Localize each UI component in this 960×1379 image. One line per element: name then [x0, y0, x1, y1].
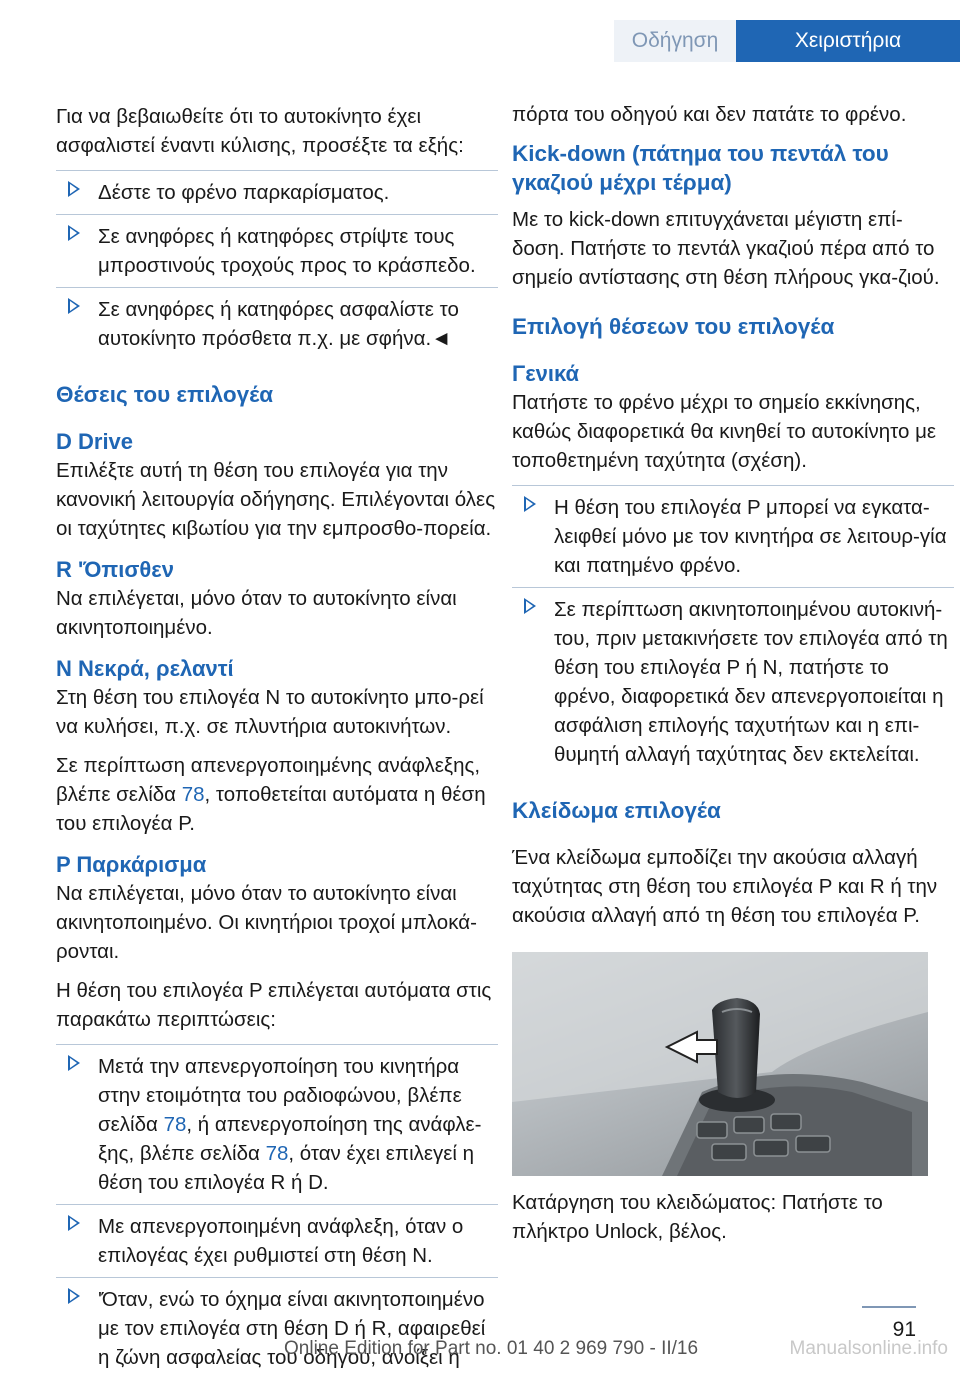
footer-divider [862, 1306, 916, 1308]
intro-text: Για να βεβαιωθείτε ότι το αυτοκίνητο έχει ασφαλιστεί έναντι κύλισης, προσέξτε τα εξής: [56, 105, 464, 157]
park-text-2: Η θέση του επιλογέα P επιλέγεται αυτόματα στις παρακάτω περιπτώσεις: [56, 979, 492, 1031]
list-item: Σε ανηφόρες ή κατηφόρες ασφαλίστε το αυτοκίνητο πρόσθετα π.χ. με σφήνα.◄ [56, 288, 498, 360]
bullet-arrow-icon [68, 1288, 80, 1304]
list-item: Σε περίπτωση ακινητοποιημένου αυτοκινή-του, πριν μετακινήσετε τον επιλογέα από τη θέση του επιλογέα P ή N, πατήστε το φρένο, διαφορετικά δεν απενεργοποιείται η ασφάλιση επιλογής ταχυτήτων και η επι-θυμητή αλλαγή ταχύτητας δεν εκτελείται. [512, 588, 954, 776]
list-item: Μετά την απενεργοποίηση του κινητήρα στην ετοιμότητα του ραδιοφώνου, βλέπε σελίδα 78, ή απενεργοποίηση της ανάφλε-ξης, βλέπε σελίδα 78, όταν έχει επιλεγεί η θέση του επιλογέα R ή D. [56, 1044, 498, 1205]
general-text: Πατήστε το φρένο μέχρι το σημείο εκκίνησης, καθώς διαφορετικά θα κινηθεί το αυτοκίνητο με τοποθετημένη ταχύτητα (σχέση). [512, 391, 937, 472]
heading-drive: D Drive [56, 429, 134, 454]
park-bullet-list [56, 1044, 498, 1379]
watermark: Manualsonline.info [789, 1338, 948, 1359]
neutral-text-2: Σε περίπτωση απενεργοποιημένης ανάφλεξης, βλέπε σελίδα 78, τοποθετείται αυτόματα η θέση του επιλογέα P. [56, 754, 486, 835]
continuation-text: πόρτα του οδηγού και δεν πατάτε το φρένο. [512, 103, 907, 126]
section-heading-lock: Κλείδωμα επιλογέα [512, 798, 721, 823]
list-item: 'Όταν, ενώ το όχημα είναι ακινητοποιημένο με τον επιλογέα στη θέση D ή R, αφαιρεθεί η ζώνη ασφαλείας του οδηγού, ανοίξει η [56, 1278, 498, 1379]
tab-controls[interactable]: Χειριστήρια [736, 20, 960, 62]
edition-text: Online Edition for Part no. 01 40 2 969 790 - II/16 [284, 1338, 699, 1359]
bullet-arrow-icon [68, 181, 80, 197]
section-heading-kickdown: Kick-down (πάτημα του πεντάλ του γκαζιού μέχρι τέρμα) [512, 141, 889, 195]
photo-caption: Κατάργηση του κλειδώματος: Πατήστε το πλήκτρο Unlock, βέλος. [512, 1191, 883, 1243]
reverse-text: Να επιλέγεται, μόνο όταν το αυτοκίνητο είναι ακινητοποιημένο. [56, 587, 457, 639]
neutral-text: Στη θέση του επιλογέα N το αυτοκίνητο μπο-ρεί να κυλήσει, π.χ. σε πλυντήρια αυτοκινήτων. [56, 686, 484, 738]
left-column [56, 102, 498, 1379]
bullet-arrow-icon [68, 225, 80, 241]
drive-text: Επιλέξτε αυτή τη θέση του επιλογέα για την κανονική λειτουργία οδήγησης. Επιλέγονται όλες οι ταχύτητες κιβωτίου για την εμπροσθο-πορεία. [56, 459, 496, 540]
section-heading-select: Επιλογή θέσεων του επιλογέα [512, 314, 835, 339]
page-link[interactable]: 78 [181, 783, 205, 806]
gear-selector-photo [512, 952, 928, 1176]
gear-selector-illustration [512, 952, 928, 1176]
bullet-arrow-icon [524, 598, 536, 614]
kickdown-text: Με το kick-down επιτυγχάνεται μέγιστη επί-δοση. Πατήστε το πεντάλ γκαζιού πέρα από το σημείο αντίστασης στη θέση πλήρους γκα-ζιού. [512, 208, 940, 289]
bullet-arrow-icon [524, 496, 536, 512]
page-link[interactable]: 78 [163, 1113, 187, 1136]
right-column [512, 102, 954, 1256]
list-item: Με απενεργοποιημένη ανάφλεξη, όταν ο επιλογέας έχει ρυθμιστεί στη θέση N. [56, 1205, 498, 1278]
list-item: Δέστε το φρένο παρκαρίσματος. [56, 170, 498, 215]
intro-bullet-list [56, 170, 498, 360]
heading-park: P Παρκάρισμα [56, 852, 207, 877]
bullet-arrow-icon [68, 1055, 80, 1071]
list-item: Η θέση του επιλογέα P μπορεί να εγκατα-λειφθεί μόνο με τον κινητήρα σε λειτουρ-γία και πατημένο φρένο. [512, 485, 954, 588]
park-text: Να επιλέγεται, μόνο όταν το αυτοκίνητο είναι ακινητοποιημένο. Οι κινητήριοι τροχοί μπλοκά-ρονται. [56, 882, 477, 963]
page-header [0, 0, 960, 62]
lock-text: Ένα κλείδωμα εμποδίζει την ακούσια αλλαγή ταχύτητας στη θέση του επιλογέα P και R ή την ακούσια αλλαγή από τη θέση του επιλογέα P. [512, 846, 938, 927]
list-item: Σε ανηφόρες ή κατηφόρες στρίψτε τους μπροστινούς τροχούς προς το κράσπεδο. [56, 215, 498, 288]
heading-reverse: R 'Όπισθεν [56, 557, 174, 582]
bullet-arrow-icon [68, 298, 80, 314]
page-link[interactable]: 78 [265, 1142, 289, 1165]
general-bullet-list [512, 485, 954, 776]
page-number: 91 [892, 1318, 916, 1341]
section-heading-positions: Θέσεις του επιλογέα [56, 382, 274, 407]
heading-neutral: N Νεκρά, ρελαντί [56, 656, 234, 681]
tab-driving[interactable]: Οδήγηση [614, 20, 736, 62]
bullet-arrow-icon [68, 1215, 80, 1231]
heading-general: Γενικά [512, 361, 580, 386]
